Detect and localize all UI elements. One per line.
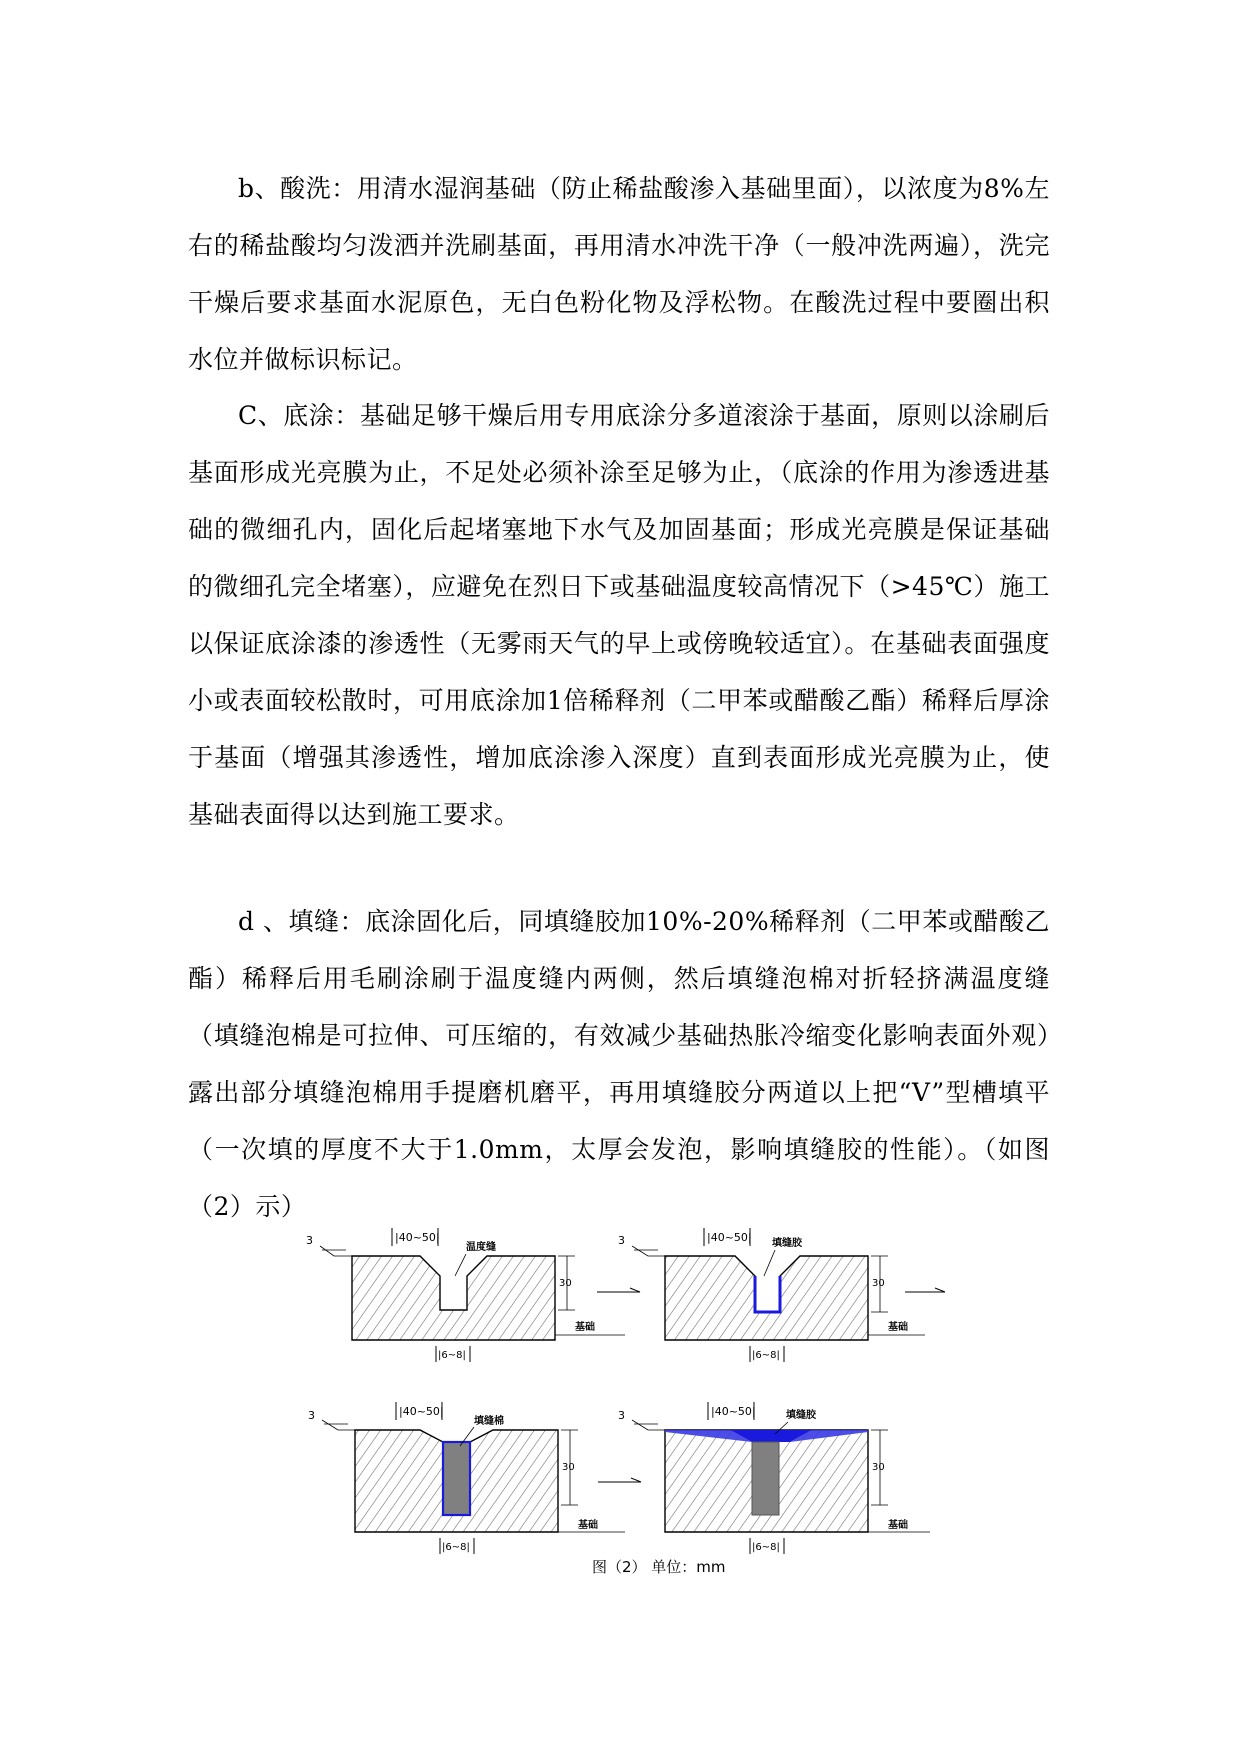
joint-diagram-figure bbox=[0, 1220, 1241, 1580]
paragraph-acid-wash: b、酸洗：用清水湿润基础（防止稀盐酸渗入基础里面），以浓度为8%左右的稀盐酸均匀泼洒并洗刷基面，再用清水冲洗干净（一般冲洗两遍），洗完干燥后要求基面水泥原色，无白色粉化物及浮松物。在酸洗过程中要圈出积水位并做标识标记。 bbox=[188, 174, 1050, 374]
panel-4-depth-label: 30 bbox=[872, 1462, 885, 1473]
figure-caption: 图（2） 单位：mm bbox=[592, 1558, 726, 1576]
panel-4-sealant-filled bbox=[618, 1402, 930, 1554]
panel-2-slope-label: 3 bbox=[618, 1234, 625, 1247]
panel-3-slope-label: 3 bbox=[308, 1409, 315, 1422]
joint-diagram bbox=[0, 1220, 1241, 1580]
panel-4-slope-label: 3 bbox=[618, 1409, 625, 1422]
panel-2-depth-label: 30 bbox=[872, 1278, 885, 1289]
panel-3-base-label: 基础 bbox=[578, 1520, 598, 1531]
panel-2-sealant-coat bbox=[618, 1228, 925, 1362]
arrow-2-icon bbox=[905, 1288, 945, 1292]
panel-3-depth-label: 30 bbox=[562, 1462, 575, 1473]
panel-4-callout: 填缝胶 bbox=[786, 1410, 816, 1421]
paragraph-primer: C、底涂：基础足够干燥后用专用底涂分多道滚涂于基面，原则以涂刷后基面形成光亮膜为止，不足处必须补涂至足够为止，（底涂的作用为渗透进基础的微细孔内，固化后起堵塞地下水气及加固基面；形成光亮膜是保证基础的微细孔完全堵塞），应避免在烈日下或基础温度较高情况下（>45℃）施工以保证底涂漆的渗透性（无雾雨天气的早上或傍晚较适宜）。在基础表面强度小或表面较松散时，可用底涂加1倍稀释剂（二甲苯或醋酸乙酯）稀释后厚涂于基面（增强其渗透性，增加底涂渗入深度）直到表面形成光亮膜为止，使基础表面得以达到施工要求。 bbox=[188, 401, 1050, 829]
panel-1-depth-label: 30 bbox=[559, 1278, 572, 1289]
arrow-1-icon bbox=[597, 1288, 640, 1292]
panel-2-bottom-label: |6~8| bbox=[752, 1350, 780, 1361]
panel-2-width-label: |40~50| bbox=[707, 1231, 752, 1244]
panel-2-base-label: 基础 bbox=[888, 1322, 908, 1333]
panel-1-base-label: 基础 bbox=[575, 1322, 595, 1333]
panel-2-callout: 填缝胶 bbox=[772, 1238, 802, 1249]
panel-3-width-label: |40~50| bbox=[399, 1405, 444, 1418]
panel-4-width-label: |40~50| bbox=[711, 1405, 756, 1418]
panel-1-callout: 温度缝 bbox=[466, 1242, 496, 1253]
panel-4-base-label: 基础 bbox=[888, 1520, 908, 1531]
paragraph-joint-fill: d 、填缝：底涂固化后，同填缝胶加10%-20%稀释剂（二甲苯或醋酸乙酯）稀释后用毛刷涂刷于温度缝内两侧，然后填缝泡棉对折轻挤满温度缝（填缝泡棉是可拉伸、可压缩的，有效减少基础热胀冷缩变化影响表面外观）露出部分填缝泡棉用手提磨机磨平，再用填缝胶分两道以上把“V”型槽填平（一次填的厚度不大于1.0mm，太厚会发泡，影响填缝胶的性能）。（如图（2）示） bbox=[188, 907, 1050, 1221]
arrow-3-icon bbox=[598, 1478, 641, 1482]
panel-1-bottom-label: |6~8| bbox=[438, 1350, 466, 1361]
panel-1-slope-label: 3 bbox=[306, 1234, 313, 1247]
panel-4-bottom-label: |6~8| bbox=[752, 1542, 780, 1553]
panel-3-bottom-label: |6~8| bbox=[442, 1542, 470, 1553]
panel-3-foam-fill bbox=[308, 1402, 625, 1554]
panel-3-callout: 填缝棉 bbox=[474, 1416, 504, 1427]
panel-1-expansion-joint bbox=[306, 1228, 625, 1362]
panel-1-width-label: |40~50| bbox=[395, 1231, 440, 1244]
